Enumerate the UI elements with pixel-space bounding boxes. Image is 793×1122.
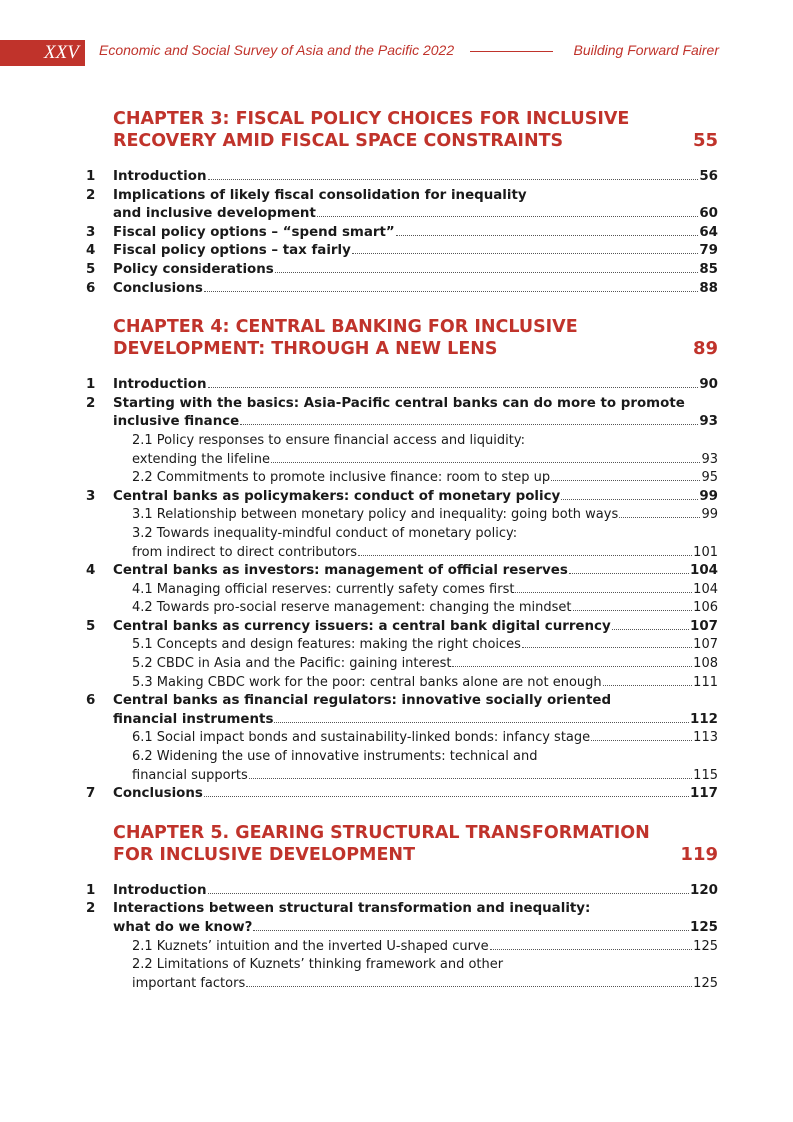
entry-page: 106 — [693, 600, 718, 616]
toc-entry[interactable] — [86, 261, 718, 280]
entry-title: Policy considerations — [113, 261, 274, 277]
entry-page: 125 — [690, 920, 718, 935]
entry-page: 90 — [699, 377, 718, 393]
entry-title: extending the lifeline — [132, 451, 271, 467]
toc-entry[interactable] — [86, 242, 718, 261]
dot-leader — [612, 629, 689, 630]
toc-subentry[interactable] — [86, 655, 718, 674]
dot-leader — [317, 216, 699, 217]
toc-subentry[interactable] — [86, 729, 718, 748]
entry-title-line: Implications of likely fiscal consolidation for inequality — [113, 187, 527, 203]
header-divider — [470, 51, 553, 52]
entry-title: 4.2 Towards pro-social reserve management: changing the mindset — [132, 600, 572, 616]
toc-entry-lead — [86, 692, 718, 711]
entry-title-line: Central banks as financial regulators: innovative socially oriented — [113, 693, 612, 709]
entry-number: 6 — [86, 280, 96, 296]
dot-leader — [274, 722, 689, 723]
entry-number: 2 — [86, 187, 96, 203]
entry-title: Central banks as currency issuers: a central bank digital currency — [113, 618, 611, 634]
entry-number: 2 — [86, 395, 96, 411]
chapter-page: 119 — [680, 843, 718, 865]
entry-title: 5.1 Concepts and design features: making the right choices — [132, 637, 521, 653]
toc-entry-lead — [86, 395, 718, 414]
dot-leader — [619, 517, 700, 518]
entry-page: 117 — [690, 786, 718, 802]
entry-page: 107 — [693, 637, 718, 653]
entry-page: 107 — [690, 618, 718, 634]
entry-number: 1 — [86, 377, 96, 393]
toc-subentry[interactable] — [86, 767, 718, 786]
chapter-title-line: DEVELOPMENT: THROUGH A NEW LENS — [113, 339, 498, 360]
entry-page: 104 — [693, 581, 718, 597]
dot-leader — [208, 387, 699, 388]
entry-page: 108 — [693, 656, 718, 672]
toc-entry[interactable] — [86, 224, 718, 243]
toc-entry[interactable] — [86, 562, 718, 581]
toc-subentry-lead — [86, 432, 718, 451]
dot-leader — [573, 610, 693, 611]
entry-number: 3 — [86, 488, 96, 504]
entry-title: what do we know? — [113, 920, 253, 935]
toc-subentry[interactable] — [86, 938, 718, 957]
entry-title: and inclusive development — [113, 206, 316, 222]
entry-title: financial instruments — [113, 711, 274, 727]
chapter-title-line: CHAPTER 4: CENTRAL BANKING FOR INCLUSIVE — [113, 317, 578, 338]
entry-title: financial supports — [132, 767, 248, 783]
dot-leader — [208, 179, 699, 180]
dot-leader — [561, 499, 698, 500]
chapter-page: 55 — [692, 130, 718, 151]
entry-number: 1 — [86, 882, 96, 898]
dot-leader — [452, 666, 692, 667]
entry-title: 5.3 Making CBDC work for the poor: central banks alone are not enough — [132, 674, 602, 690]
entry-page: 99 — [701, 507, 718, 523]
entry-title: 2.1 Kuznets’ intuition and the inverted U-shaped curve — [132, 938, 489, 954]
chapter-heading[interactable] — [86, 316, 718, 360]
entry-number: 4 — [86, 563, 96, 579]
entry-title: Introduction — [113, 169, 207, 184]
entry-title: 4.1 Managing official reserves: currently safety comes first — [132, 581, 515, 597]
entry-title: Introduction — [113, 882, 207, 898]
entry-page: 101 — [693, 544, 718, 560]
table-of-contents — [86, 108, 718, 993]
dot-leader — [249, 778, 692, 779]
dot-leader — [490, 949, 693, 950]
chapter-page: 89 — [692, 338, 718, 360]
chapter-heading[interactable] — [86, 822, 718, 866]
toc-entry[interactable] — [86, 618, 718, 637]
entry-page: 88 — [699, 280, 718, 296]
toc-entry[interactable] — [86, 376, 718, 395]
chapter-title-line: RECOVERY AMID FISCAL SPACE CONSTRAINTS — [113, 131, 564, 151]
dot-leader — [208, 893, 690, 894]
entry-title-line: Interactions between structural transformation and inequality: — [113, 901, 591, 917]
entry-page: 115 — [693, 767, 718, 783]
dot-leader — [591, 740, 692, 741]
toc-entry[interactable] — [86, 882, 718, 901]
entry-title: Fiscal policy options – tax fairly — [113, 243, 351, 259]
chapter-title-line: CHAPTER 5. GEARING STRUCTURAL TRANSFORMATION — [113, 822, 650, 843]
entry-title: Conclusions — [113, 280, 203, 296]
toc-entry[interactable] — [86, 785, 718, 804]
entry-number: 2 — [86, 901, 96, 917]
toc-entry[interactable] — [86, 488, 718, 507]
toc-subentry[interactable] — [86, 636, 718, 655]
toc-entry[interactable] — [86, 413, 718, 432]
entry-number: 7 — [86, 786, 96, 802]
entry-page: 104 — [690, 563, 718, 579]
toc-entry[interactable] — [86, 205, 718, 224]
entry-title: 6.1 Social impact bonds and sustainability-linked bonds: infancy stage — [132, 730, 591, 746]
dot-leader — [515, 592, 692, 593]
entry-title: Fiscal policy options – “spend smart” — [113, 224, 395, 240]
entry-number: 5 — [86, 261, 96, 277]
toc-subentry[interactable] — [86, 599, 718, 618]
dot-leader — [603, 685, 693, 686]
dot-leader — [253, 930, 689, 931]
toc-entry-lead — [86, 187, 718, 206]
entry-page: 125 — [693, 975, 718, 991]
toc-entry[interactable] — [86, 168, 718, 187]
entry-page: 93 — [699, 414, 718, 430]
page-number: XXV — [44, 42, 79, 63]
toc-subentry-lead — [86, 525, 718, 544]
entry-page: 125 — [693, 938, 718, 954]
entry-title-line: 6.2 Widening the use of innovative instruments: technical and — [132, 749, 538, 765]
toc-subentry-lead — [86, 748, 718, 767]
publication-subtitle: Building Forward Fairer — [573, 42, 719, 58]
dot-leader — [352, 253, 699, 254]
entry-title-line: 2.2 Limitations of Kuznets’ thinking framework and other — [132, 957, 504, 973]
entry-number: 3 — [86, 224, 96, 240]
entry-title: Central banks as investors: management of official reserves — [113, 563, 568, 579]
entry-page: 64 — [699, 224, 718, 240]
entry-page: 85 — [699, 261, 718, 277]
toc-entry[interactable] — [86, 711, 718, 730]
entry-title-line: Starting with the basics: Asia-Pacific central banks can do more to promote — [113, 395, 685, 411]
entry-page: 93 — [701, 451, 718, 467]
toc-subentry[interactable] — [86, 544, 718, 563]
entry-number: 6 — [86, 693, 96, 709]
toc-subentry[interactable] — [86, 581, 718, 600]
entry-title: important factors — [132, 975, 246, 991]
entry-page: 56 — [699, 169, 718, 184]
chapter-heading[interactable] — [86, 108, 718, 152]
entry-page: 112 — [690, 711, 718, 727]
toc-subentry[interactable] — [86, 506, 718, 525]
chapter-title-line: FOR INCLUSIVE DEVELOPMENT — [113, 844, 416, 865]
toc-subentry[interactable] — [86, 451, 718, 470]
entry-title: Introduction — [113, 377, 207, 393]
entry-title: inclusive finance — [113, 414, 240, 430]
dot-leader — [204, 796, 689, 797]
entry-number: 5 — [86, 618, 96, 634]
dot-leader — [204, 291, 698, 292]
entry-number: 1 — [86, 169, 96, 184]
entry-page: 95 — [701, 470, 718, 486]
toc-subentry[interactable] — [86, 674, 718, 693]
publication-title: Economic and Social Survey of Asia and the Pacific 2022 — [99, 42, 455, 58]
entry-title: 2.2 Commitments to promote inclusive finance: room to step up — [132, 470, 551, 486]
entry-page: 79 — [699, 243, 718, 259]
toc-entry[interactable] — [86, 280, 718, 299]
entry-page: 120 — [690, 882, 718, 898]
dot-leader — [551, 480, 700, 481]
entry-title: 5.2 CBDC in Asia and the Pacific: gaining interest — [132, 656, 452, 672]
entry-page: 60 — [699, 206, 718, 222]
entry-page: 113 — [693, 730, 718, 746]
dot-leader — [358, 555, 692, 556]
toc-entry-lead — [86, 900, 718, 919]
dot-leader — [240, 424, 698, 425]
dot-leader — [569, 573, 689, 574]
entry-title: Conclusions — [113, 786, 203, 802]
dot-leader — [271, 462, 700, 463]
entry-number: 4 — [86, 243, 96, 259]
dot-leader — [246, 986, 692, 987]
chapter-title-line: CHAPTER 3: FISCAL POLICY CHOICES FOR INCLUSIVE — [113, 109, 630, 129]
entry-title-line: 2.1 Policy responses to ensure financial access and liquidity: — [132, 432, 525, 448]
toc-subentry[interactable] — [86, 469, 718, 488]
entry-title: Central banks as policymakers: conduct of monetary policy — [113, 488, 561, 504]
entry-page: 99 — [699, 488, 718, 504]
entry-title: from indirect to direct contributors — [132, 544, 358, 560]
entry-title-line: 3.2 Towards inequality-mindful conduct of monetary policy: — [132, 525, 518, 541]
dot-leader — [396, 235, 699, 236]
toc-entry[interactable] — [86, 919, 718, 938]
dot-leader — [522, 647, 692, 648]
entry-page: 111 — [693, 674, 718, 690]
toc-subentry[interactable] — [86, 975, 718, 994]
dot-leader — [275, 272, 699, 273]
toc-subentry-lead — [86, 956, 718, 975]
entry-title: 3.1 Relationship between monetary policy and inequality: going both ways — [132, 507, 619, 523]
